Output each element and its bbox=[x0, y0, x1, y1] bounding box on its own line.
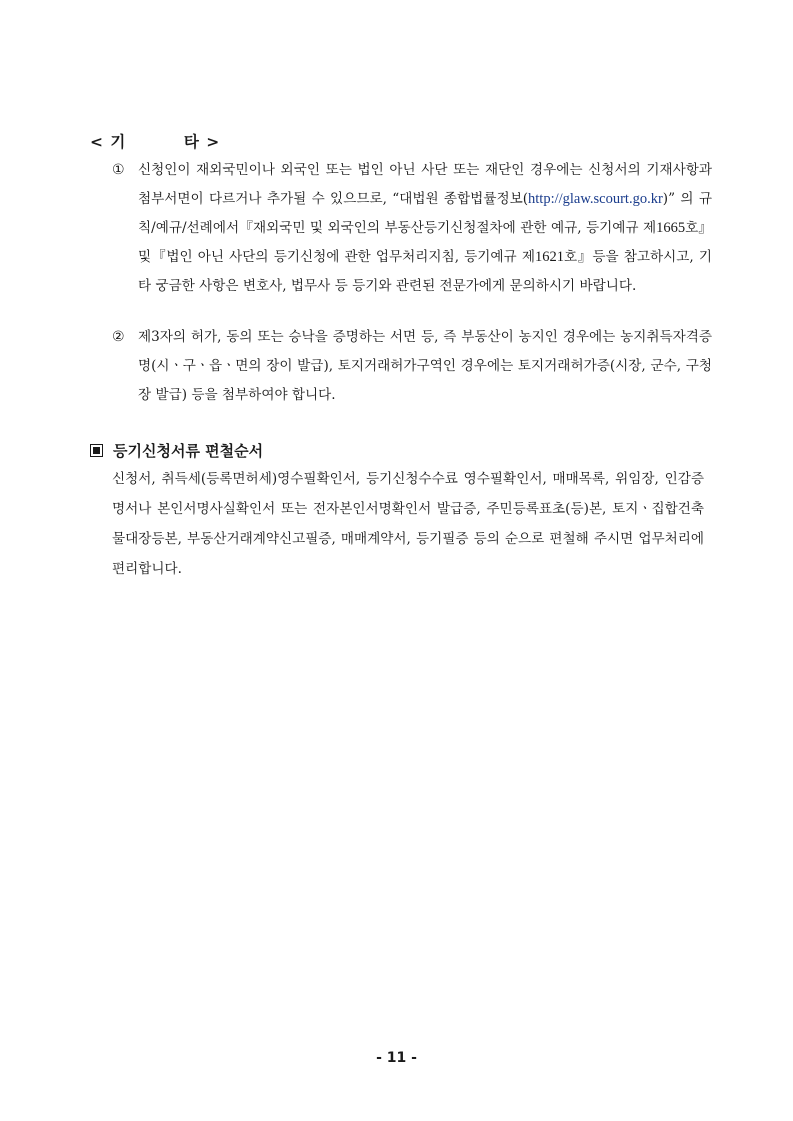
heading-text: 등기신청서류 편철순서 bbox=[113, 442, 264, 460]
item-text-part: 호』등을 참고하시고, 기타 궁금한 사항은 변호사, 법무사 등 등기와 관련된 전문가에게 문의하시기 바랍니다. bbox=[138, 249, 712, 294]
item-text-part: 신청인이 재외국민이나 외국인 또는 법인 아닌 사단 또는 재단인 경우에는 신청서의 기재사항과 첨부서면이 다르거나 추가될 수 있으므로, “대법원 종합법률정보( bbox=[138, 162, 712, 207]
section-title: < 기 타 > bbox=[90, 133, 221, 151]
regulation-number: 1665 bbox=[656, 220, 686, 236]
page-number: - 11 - bbox=[376, 1050, 417, 1066]
filled-square-icon bbox=[90, 444, 103, 457]
item-marker: ② bbox=[112, 329, 125, 345]
item-text-part: 호』및『법인 아닌 사단의 등기신청에 관한 업무처리지침, 등기예규 제 bbox=[138, 220, 712, 265]
court-law-link[interactable]: http://glaw.scourt.go.kr bbox=[528, 191, 663, 207]
item-marker: ① bbox=[112, 162, 125, 178]
item-text: 제3자의 허가, 동의 또는 승낙을 증명하는 서면 등, 즉 부동산이 농지인 경우에는 농지취득자격증명(시ㆍ구ㆍ읍ㆍ면의 장이 발급), 토지거래허가구역인 경우에는 토지거래허가증(시장, 군수, 구청장 발급) 등을 첨부하여야 합니다. bbox=[138, 329, 712, 403]
filing-order-paragraph: 신청서, 취득세(등록면허세)영수필확인서, 등기신청수수료 영수필확인서, 매매목록, 위임장, 인감증명서나 본인서명사실확인서 또는 전자본인서명확인서 발급증, 주민등록표초(등)본, 토지ㆍ집합건축물대장등본, 부동산거래계약신고필증, 매매계약서, 등기필증 등의 순으로 편철해 주시면 업무처리에 편리합니다. bbox=[112, 471, 704, 577]
filing-order-heading bbox=[90, 440, 263, 461]
regulation-number: 1621 bbox=[534, 249, 564, 265]
item-text bbox=[138, 156, 712, 301]
list-item bbox=[112, 323, 712, 410]
item-text-part: )” 의 규칙/예규/선례에서『재외국민 및 외국인의 부동산등기신청절차에 관한 예규, 등기예규 제 bbox=[138, 191, 712, 236]
list-item bbox=[112, 156, 712, 301]
